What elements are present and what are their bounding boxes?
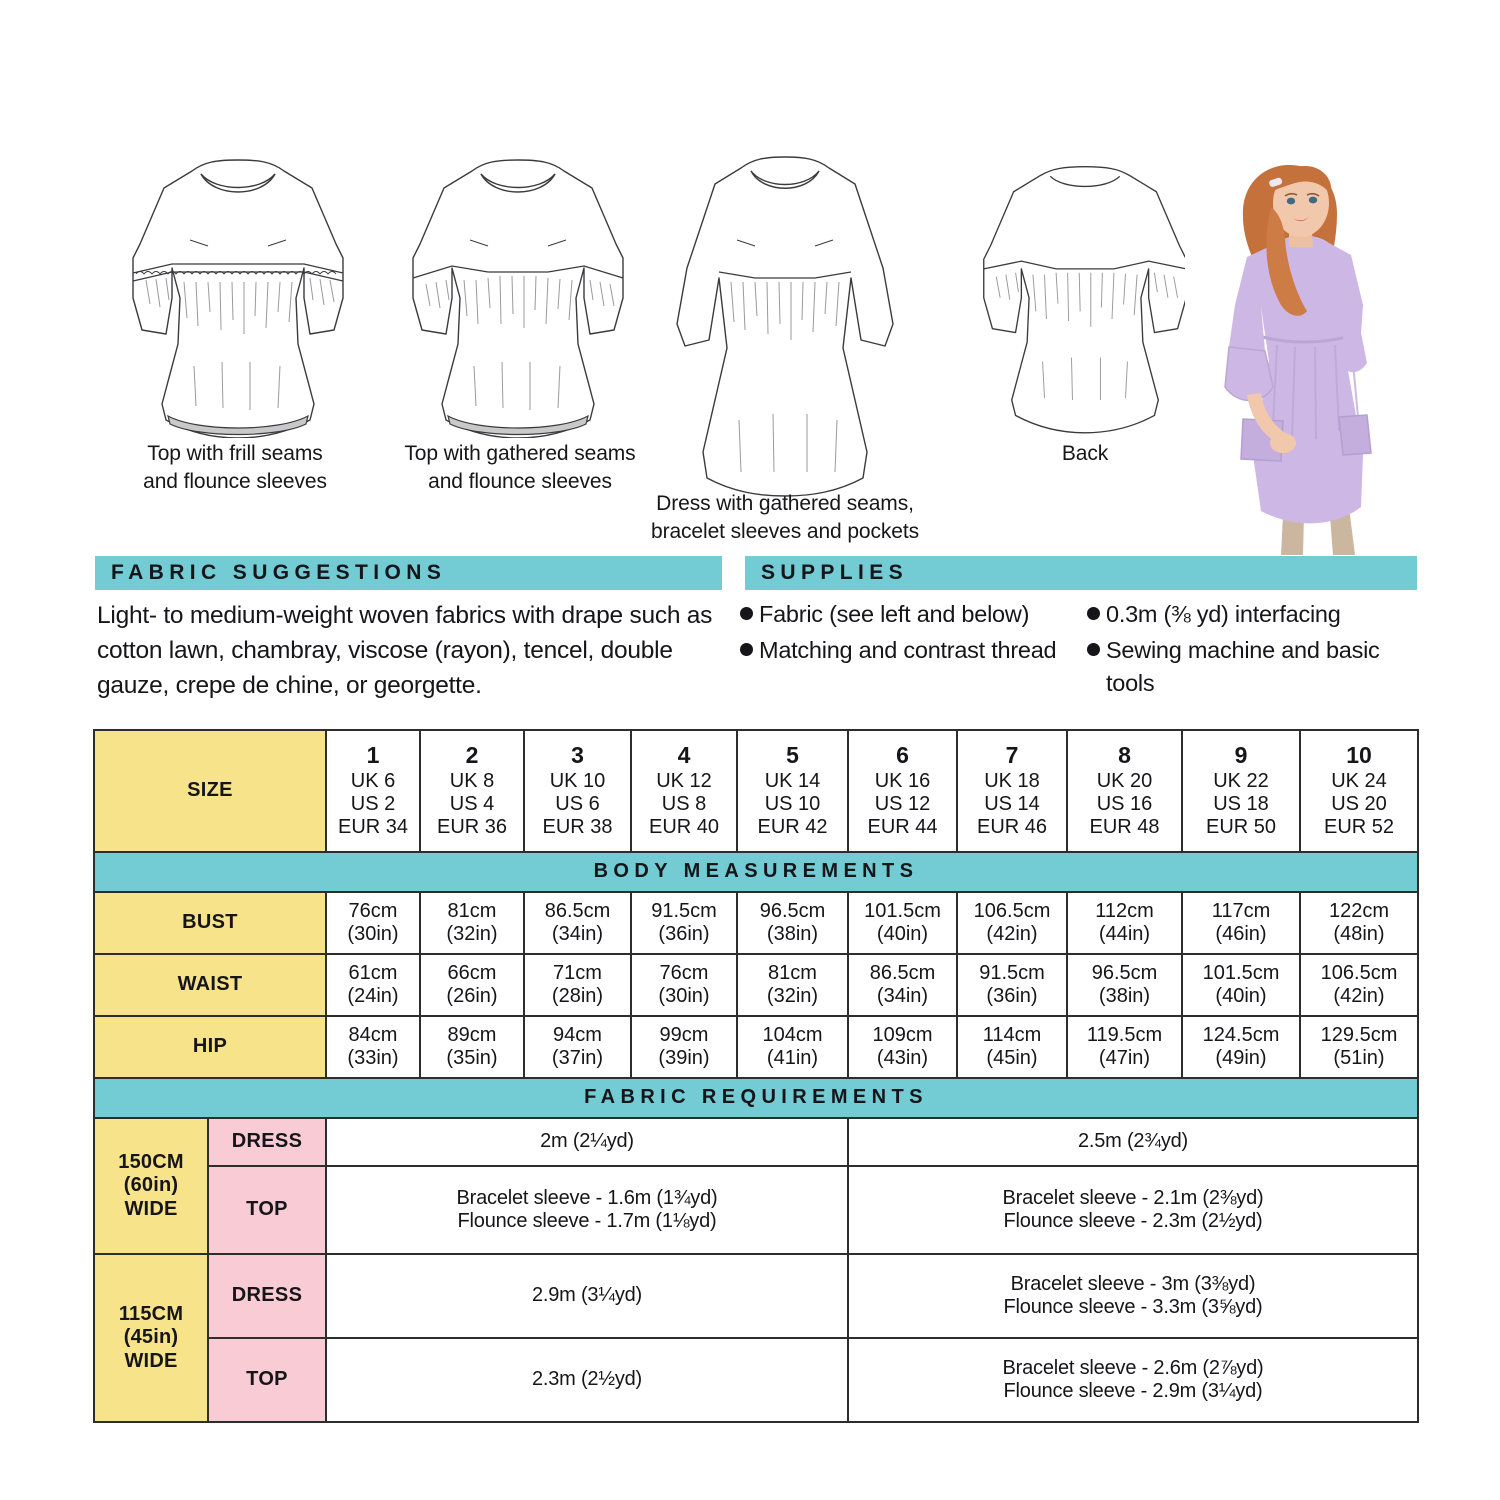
hip-size-7 [957, 1016, 1067, 1078]
size-eur: EUR 48 [1089, 816, 1160, 839]
garment-label-dress: DRESS [208, 1118, 326, 1166]
yardage-115-dress-small: 2.9m (3¼yd) [326, 1254, 848, 1338]
row-label-bust: BUST [94, 892, 326, 954]
waist-size-5 [737, 954, 848, 1016]
size-uk: UK 12 [656, 770, 712, 793]
yardage-115-top-small: 2.3m (2½yd) [326, 1338, 848, 1422]
size-number: 8 [1118, 742, 1131, 769]
waist-size-6 [848, 954, 957, 1016]
size-eur: EUR 34 [337, 816, 409, 839]
size-number: 2 [465, 742, 479, 769]
value-in: (28in) [551, 985, 604, 1007]
table-row-size-header [94, 730, 1418, 852]
caption-top-gathered-flounce: Top with gathered seams and flounce sleeves [404, 442, 636, 494]
value-cm: 76cm [348, 899, 398, 922]
yardage-115-top-large: Bracelet sleeve - 2.6m (2⅞yd) Flounce sleeve - 2.9m (3¼yd) [848, 1338, 1418, 1422]
size-eur: EUR 44 [867, 816, 938, 839]
value-in: (30in) [658, 985, 710, 1007]
value-cm: 122cm [1328, 899, 1390, 922]
table-row-fabric-requirements-band [94, 1078, 1418, 1118]
width-label-115cm: 115CM (45in) WIDE [94, 1254, 208, 1422]
waist-size-4 [631, 954, 737, 1016]
size-us: US 16 [1096, 793, 1153, 816]
bust-size-8 [1067, 892, 1182, 954]
bust-size-2 [420, 892, 524, 954]
hip-size-10 [1300, 1016, 1418, 1078]
yardage-150-top-large: Bracelet sleeve - 2.1m (2⅜yd) Flounce sleeve - 2.3m (2½yd) [848, 1166, 1418, 1254]
bust-size-7 [957, 892, 1067, 954]
supplies-list [740, 598, 1430, 703]
bullet-icon [1087, 643, 1100, 656]
hip-size-6 [848, 1016, 957, 1078]
yardage-115-dress-large: Bracelet sleeve - 3m (3⅜yd) Flounce sleeve - 3.3m (3⅝yd) [848, 1254, 1418, 1338]
value-in: (46in) [1215, 923, 1267, 945]
size-us: US 14 [984, 793, 1040, 816]
table-row-waist [94, 954, 1418, 1016]
bust-size-10 [1300, 892, 1418, 954]
caption-dress-gathered-bracelet: Dress with gathered seams, bracelet sleeves and pockets [650, 492, 920, 544]
value-in: (43in) [876, 1047, 929, 1069]
illustration-back-view [950, 148, 1220, 438]
bust-size-9 [1182, 892, 1300, 954]
size-us: US 18 [1213, 793, 1269, 816]
value-in: (35in) [446, 1047, 498, 1069]
size-us: US 20 [1331, 793, 1387, 816]
value-cm: 124.5cm [1202, 1023, 1280, 1046]
yardage-150-dress-small: 2m (2¼yd) [326, 1118, 848, 1166]
size-column-1 [326, 730, 420, 852]
waist-size-1 [326, 954, 420, 1016]
value-cm: 81cm [768, 961, 817, 984]
value-cm: 112cm [1095, 899, 1154, 922]
hip-size-1 [326, 1016, 420, 1078]
size-column-4 [631, 730, 737, 852]
size-uk: UK 6 [350, 770, 396, 793]
waist-size-2 [420, 954, 524, 1016]
size-eur: EUR 42 [757, 816, 828, 839]
value-cm: 114cm [982, 1023, 1042, 1046]
fabric-suggestions-heading: FABRIC SUGGESTIONS [95, 556, 722, 590]
caption-back-view: Back [1061, 442, 1109, 465]
value-cm: 86.5cm [544, 899, 611, 922]
garment-label-dress: DRESS [208, 1254, 326, 1338]
illustration-top-gathered-flounce [378, 148, 658, 438]
hip-size-5 [737, 1016, 848, 1078]
value-cm: 94cm [553, 1023, 602, 1046]
size-us: US 4 [449, 793, 495, 816]
table-row-hip [94, 1016, 1418, 1078]
illustration-dress-gathered-bracelet [655, 148, 915, 498]
size-column-8 [1067, 730, 1182, 852]
size-column-7 [957, 730, 1067, 852]
value-in: (44in) [1098, 923, 1151, 945]
value-in: (47in) [1098, 1047, 1151, 1069]
value-cm: 84cm [348, 1023, 398, 1046]
table-row-bust [94, 892, 1418, 954]
table-row-115-top [94, 1338, 1418, 1422]
size-us: US 2 [350, 793, 396, 816]
size-eur: EUR 36 [436, 816, 508, 839]
size-column-10 [1300, 730, 1418, 852]
size-label: SIZE [94, 730, 326, 852]
value-cm: 91.5cm [979, 961, 1045, 984]
size-us: US 8 [661, 793, 707, 816]
bust-size-4 [631, 892, 737, 954]
value-in: (30in) [347, 923, 399, 945]
size-column-2 [420, 730, 524, 852]
value-cm: 101.5cm [864, 899, 941, 922]
size-number: 3 [571, 742, 584, 769]
size-uk: UK 8 [449, 770, 495, 793]
size-column-3 [524, 730, 631, 852]
waist-size-8 [1067, 954, 1182, 1016]
model-photo [1185, 155, 1420, 555]
size-uk: UK 24 [1331, 770, 1387, 793]
table-row-150-dress [94, 1118, 1418, 1166]
value-in: (32in) [766, 985, 819, 1007]
size-uk: UK 18 [984, 770, 1040, 793]
value-cm: 99cm [659, 1023, 709, 1046]
value-cm: 106.5cm [1320, 961, 1398, 984]
supplies-column-1 [740, 598, 1065, 703]
list-item [1087, 634, 1412, 700]
size-number: 7 [1005, 742, 1019, 769]
value-in: (40in) [1215, 985, 1267, 1007]
size-number: 5 [786, 742, 799, 769]
value-in: (34in) [876, 985, 929, 1007]
size-column-6 [848, 730, 957, 852]
caption-top-frill-flounce: Top with frill seams and flounce sleeves [143, 442, 327, 494]
list-item [1087, 598, 1412, 631]
table-row-115-dress [94, 1254, 1418, 1338]
value-in: (26in) [446, 985, 498, 1007]
body-measurements-heading: BODY MEASUREMENTS [94, 852, 1418, 892]
yardage-150-dress-large: 2.5m (2¾yd) [848, 1118, 1418, 1166]
value-in: (32in) [446, 923, 498, 945]
value-cm: 106.5cm [973, 899, 1051, 922]
size-uk: UK 16 [874, 770, 931, 793]
value-cm: 101.5cm [1202, 961, 1280, 984]
value-cm: 76cm [659, 961, 709, 984]
value-cm: 71cm [553, 961, 602, 984]
value-cm: 109cm [872, 1023, 933, 1046]
size-eur: EUR 38 [542, 816, 613, 839]
row-label-hip: HIP [94, 1016, 326, 1078]
garment-label-top: TOP [208, 1338, 326, 1422]
waist-size-10 [1300, 954, 1418, 1016]
size-eur: EUR 46 [976, 816, 1048, 839]
value-in: (36in) [986, 985, 1038, 1007]
waist-size-3 [524, 954, 631, 1016]
hip-size-8 [1067, 1016, 1182, 1078]
value-cm: 86.5cm [869, 961, 936, 984]
list-item [740, 634, 1065, 667]
yardage-150-top-small: Bracelet sleeve - 1.6m (1¾yd) Flounce sleeve - 1.7m (1⅛yd) [326, 1166, 848, 1254]
size-us: US 10 [764, 793, 821, 816]
size-number: 1 [366, 742, 380, 769]
size-column-9 [1182, 730, 1300, 852]
size-eur: EUR 40 [648, 816, 720, 839]
size-eur: EUR 50 [1205, 816, 1277, 839]
supply-label: Sewing machine and basic tools [1106, 636, 1380, 696]
value-cm: 81cm [447, 899, 497, 922]
size-number: 9 [1234, 742, 1248, 769]
size-column-5 [737, 730, 848, 852]
size-eur: EUR 52 [1323, 816, 1395, 839]
value-cm: 96.5cm [1091, 961, 1158, 984]
value-cm: 66cm [447, 961, 497, 984]
size-uk: UK 10 [549, 770, 606, 793]
value-in: (51in) [1333, 1047, 1385, 1069]
value-cm: 61cm [348, 961, 398, 984]
value-in: (45in) [986, 1047, 1038, 1069]
waist-size-9 [1182, 954, 1300, 1016]
value-in: (34in) [551, 923, 604, 945]
value-in: (33in) [347, 1047, 399, 1069]
value-in: (38in) [1098, 985, 1151, 1007]
value-in: (42in) [1333, 985, 1385, 1007]
bullet-icon [740, 643, 753, 656]
table-row-150-top [94, 1166, 1418, 1254]
supplies-column-2 [1087, 598, 1412, 703]
value-in: (40in) [876, 923, 929, 945]
value-cm: 89cm [447, 1023, 497, 1046]
supply-label: 0.3m (⅜ yd) interfacing [1106, 601, 1341, 627]
value-in: (38in) [766, 923, 819, 945]
fabric-suggestions-body: Light- to medium-weight woven fabrics with drape such as cotton lawn, chambray, viscose (rayon), tencel, double gauze, crepe de chine, or georgette. [97, 602, 713, 700]
value-cm: 104cm [762, 1023, 823, 1046]
size-uk: UK 20 [1096, 770, 1153, 793]
waist-size-7 [957, 954, 1067, 1016]
value-cm: 96.5cm [759, 899, 826, 922]
supply-label: Fabric (see left and below) [759, 601, 1030, 627]
size-number: 6 [896, 742, 909, 769]
value-cm: 119.5cm [1086, 1023, 1163, 1046]
garment-label-top: TOP [208, 1166, 326, 1254]
supply-label: Matching and contrast thread [759, 636, 1057, 663]
size-us: US 6 [555, 793, 600, 816]
value-in: (39in) [658, 1047, 710, 1069]
illustration-top-frill-flounce [98, 148, 378, 438]
supplies-heading: SUPPLIES [745, 556, 1417, 590]
hip-size-4 [631, 1016, 737, 1078]
bust-size-5 [737, 892, 848, 954]
value-in: (37in) [551, 1047, 604, 1069]
bust-size-1 [326, 892, 420, 954]
hip-size-9 [1182, 1016, 1300, 1078]
value-in: (24in) [347, 985, 399, 1007]
width-label-150cm: 150CM (60in) WIDE [94, 1118, 208, 1254]
hip-size-3 [524, 1016, 631, 1078]
value-cm: 91.5cm [651, 899, 717, 922]
bust-size-3 [524, 892, 631, 954]
list-item [740, 598, 1065, 631]
measurement-table [93, 729, 1419, 1423]
value-in: (41in) [766, 1047, 819, 1069]
value-in: (36in) [658, 923, 710, 945]
fabric-requirements-heading: FABRIC REQUIREMENTS [94, 1078, 1418, 1118]
table-row-body-measurements-band [94, 852, 1418, 892]
size-number: 10 [1346, 742, 1372, 769]
row-label-waist: WAIST [94, 954, 326, 1016]
value-cm: 117cm [1211, 899, 1271, 922]
bullet-icon [740, 607, 753, 620]
bullet-icon [1087, 607, 1100, 620]
value-in: (49in) [1215, 1047, 1267, 1069]
size-uk: UK 14 [764, 770, 821, 793]
size-uk: UK 22 [1213, 770, 1269, 793]
bust-size-6 [848, 892, 957, 954]
size-and-fabric-table [93, 729, 1417, 1423]
size-number: 4 [677, 742, 691, 769]
value-in: (42in) [986, 923, 1038, 945]
size-us: US 12 [874, 793, 931, 816]
value-in: (48in) [1333, 923, 1385, 945]
hip-size-2 [420, 1016, 524, 1078]
value-cm: 129.5cm [1320, 1023, 1398, 1046]
